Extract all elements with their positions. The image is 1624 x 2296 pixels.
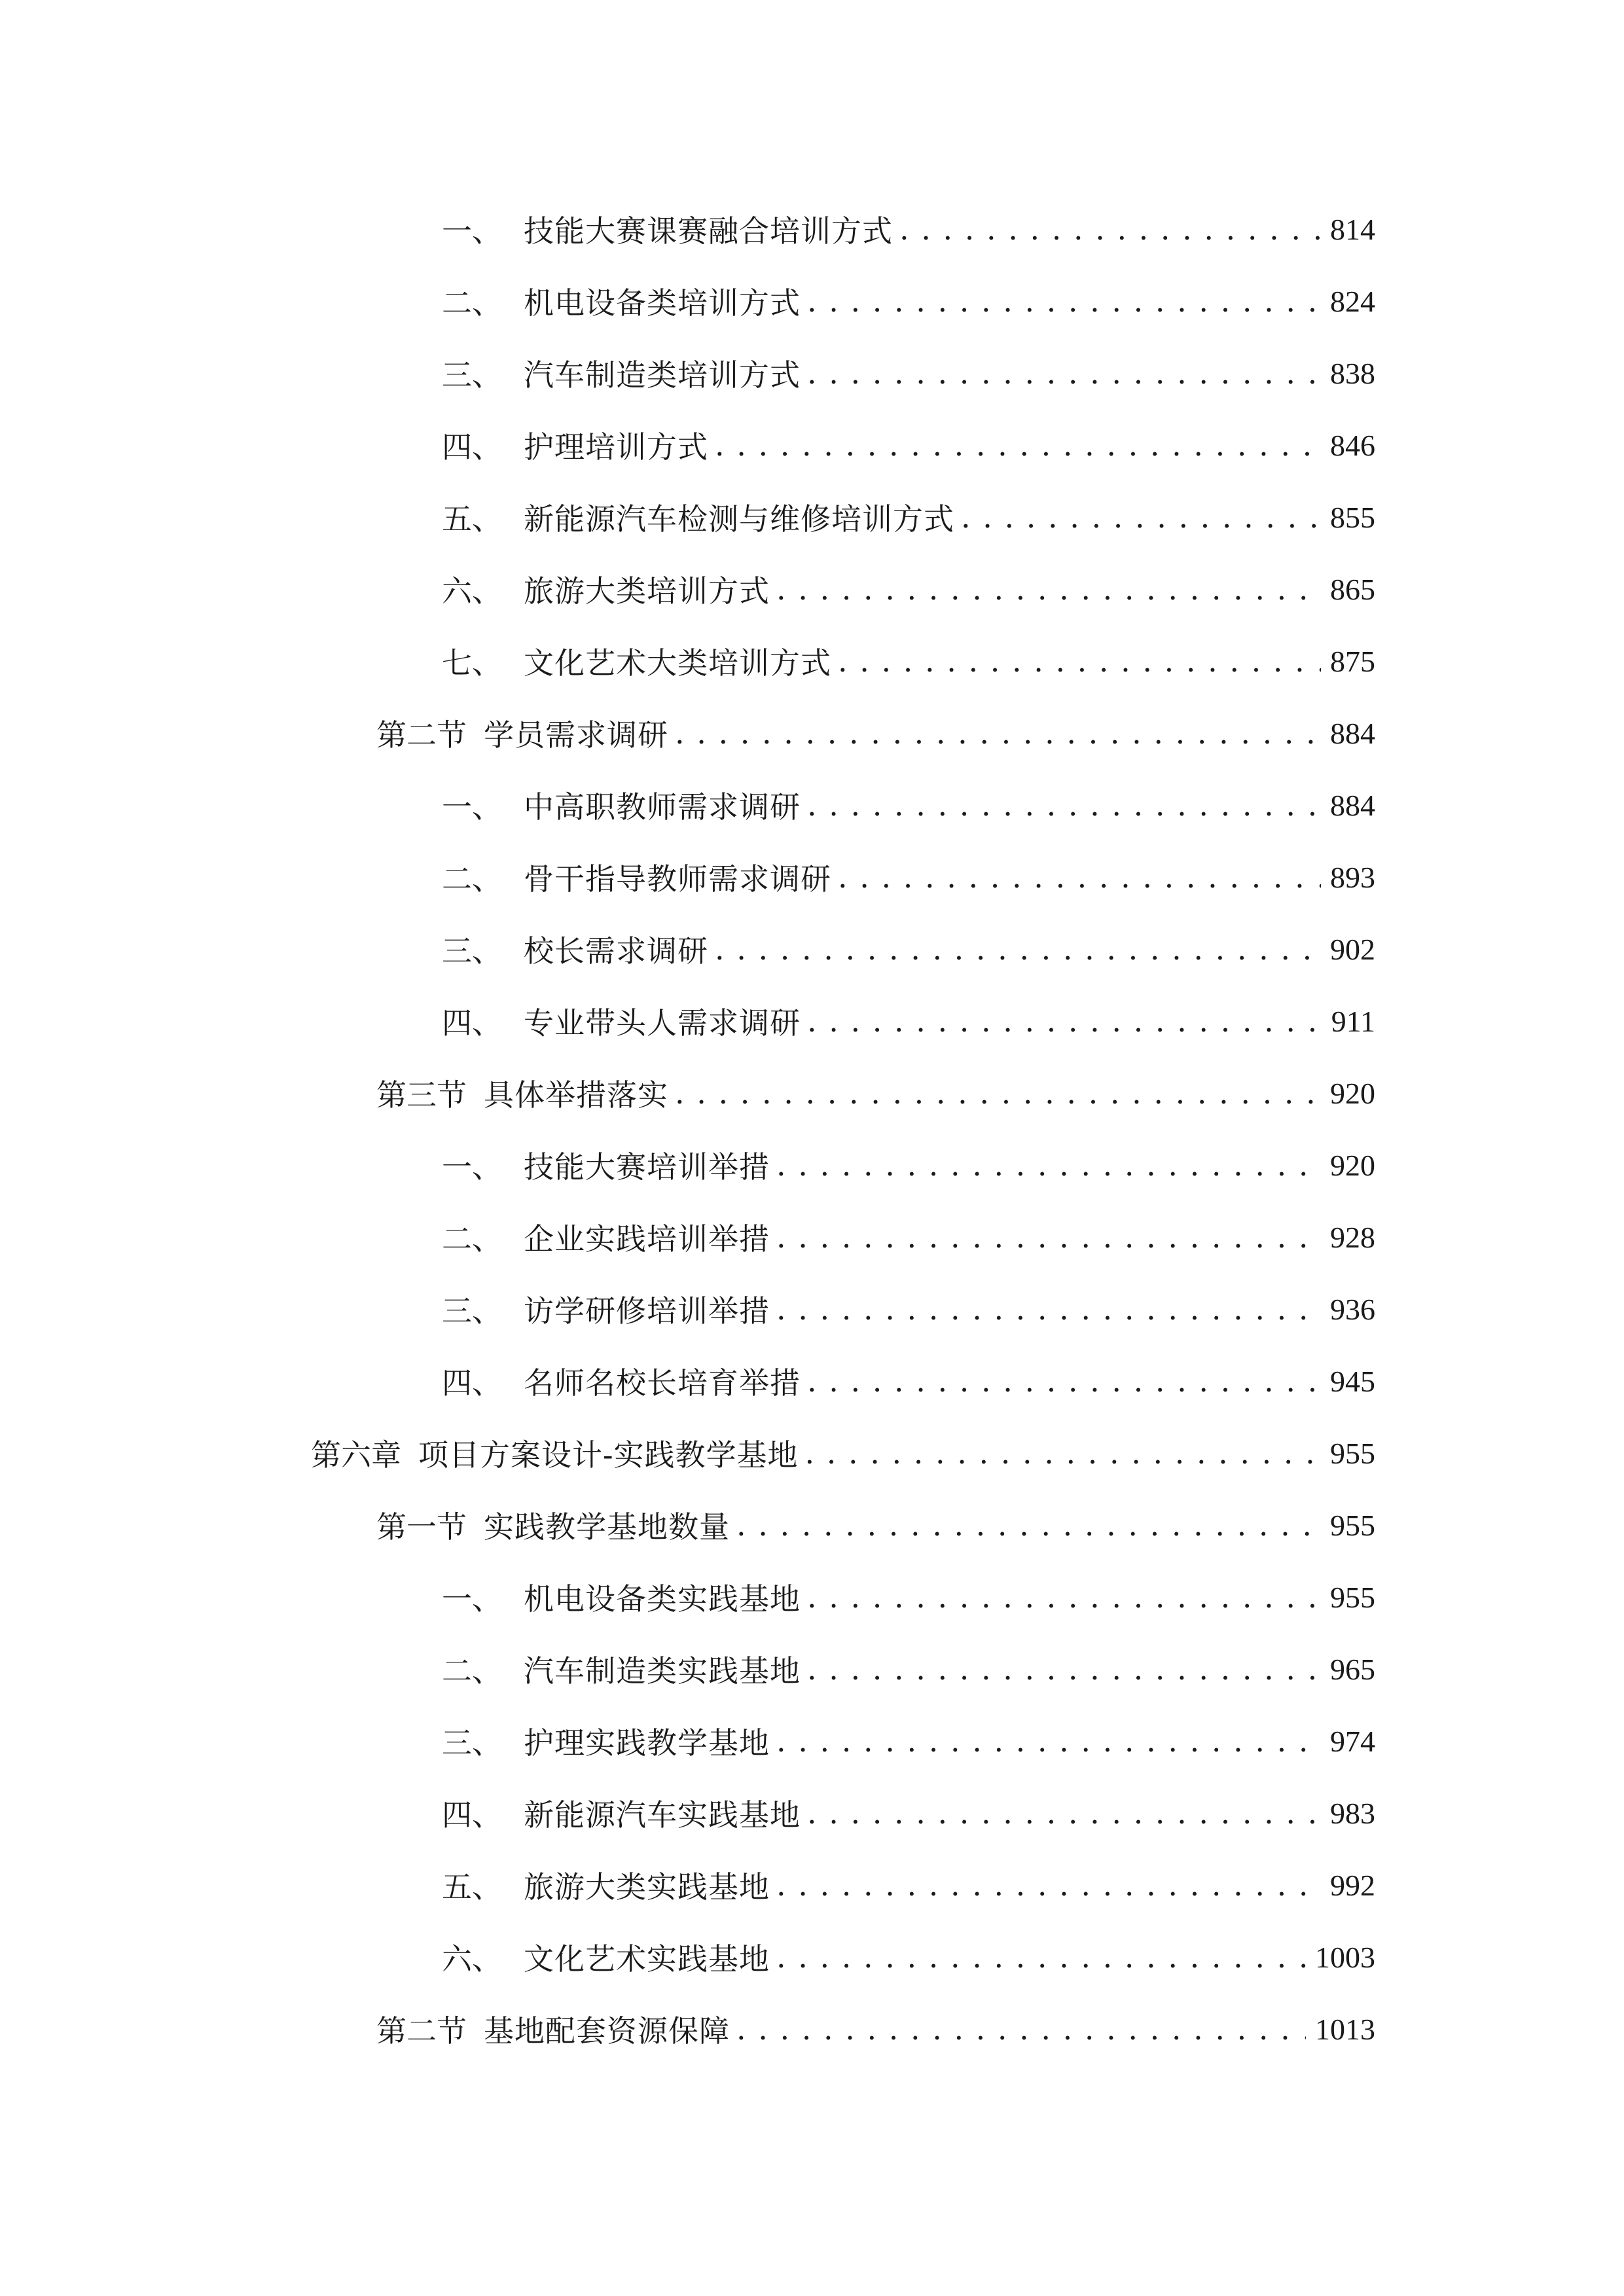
dot-leader [807, 1363, 1321, 1399]
toc-entry-item[interactable] [442, 1355, 1375, 1407]
toc-entry-page-number: 855 [1330, 500, 1375, 534]
toc-entry-title: 机电设备类培训方式 [524, 285, 801, 321]
toc-entry-number: 五、 [442, 1869, 502, 1905]
toc-entry-item[interactable] [442, 851, 1375, 903]
toc-entry-number: 三、 [442, 1293, 502, 1329]
toc-entry-section[interactable] [376, 2003, 1375, 2055]
toc-entry-number: 二、 [442, 1653, 502, 1689]
dot-leader [807, 1795, 1321, 1831]
dot-leader [736, 1507, 1321, 1543]
toc-entry-page-number: 824 [1330, 284, 1375, 318]
toc-entry-page-number: 955 [1330, 1508, 1375, 1542]
toc-entry-item[interactable] [442, 275, 1375, 327]
toc-entry-section[interactable] [376, 1499, 1375, 1551]
toc-entry-number: 六、 [442, 1941, 502, 1977]
toc-entry-item[interactable] [442, 1643, 1375, 1695]
dot-leader [776, 1291, 1321, 1327]
dot-leader [807, 1579, 1321, 1615]
toc-entry-page-number: 884 [1330, 716, 1375, 750]
dot-leader [838, 859, 1321, 895]
toc-entry-title: 校长需求调研 [524, 933, 708, 969]
dot-leader [715, 427, 1321, 463]
toc-entry-title: 技能大赛培训举措 [524, 1149, 770, 1185]
toc-entry-item[interactable] [442, 779, 1375, 831]
toc-entry-number: 六、 [442, 573, 502, 609]
toc-entry-page-number: 902 [1330, 932, 1375, 966]
toc-entry-page-number: 983 [1330, 1796, 1375, 1830]
toc-entry-item[interactable] [442, 491, 1375, 543]
toc-entry-title: 基地配套资源保障 [484, 2013, 730, 2049]
toc-entry-item[interactable] [442, 635, 1375, 687]
toc-entry-title: 新能源汽车检测与维修培训方式 [524, 501, 954, 537]
toc-entry-number: 四、 [442, 429, 502, 465]
toc-entry-page-number: 955 [1330, 1580, 1375, 1614]
toc-entry-title: 技能大赛课赛融合培训方式 [524, 213, 893, 249]
dot-leader [776, 1147, 1321, 1183]
toc-entry-page-number: 838 [1330, 356, 1375, 390]
toc-entry-page-number: 955 [1330, 1436, 1375, 1470]
toc-entry-title: 汽车制造类培训方式 [524, 357, 801, 393]
toc-entry-number: 三、 [442, 1725, 502, 1761]
dot-leader [807, 283, 1321, 319]
toc-entry-title: 实践教学基地数量 [484, 1509, 730, 1545]
toc-entry-item[interactable] [442, 419, 1375, 471]
toc-entry-title: 旅游大类培训方式 [524, 573, 770, 609]
toc-entry-title: 机电设备类实践基地 [524, 1581, 801, 1617]
toc-entry-number: 五、 [442, 501, 502, 537]
toc-entry-number: 七、 [442, 645, 502, 681]
toc-entry-page-number: 965 [1330, 1652, 1375, 1686]
toc-entry-title: 名师名校长培育举措 [524, 1365, 801, 1401]
toc-entry-number: 一、 [442, 1581, 502, 1617]
toc-entry-number: 四、 [442, 1365, 502, 1401]
toc-entry-title: 新能源汽车实践基地 [524, 1797, 801, 1833]
toc-entry-page-number: 945 [1330, 1364, 1375, 1398]
toc-entry-number: 四、 [442, 1797, 502, 1833]
toc-entry-item[interactable] [442, 1859, 1375, 1911]
toc-entry-title: 护理实践教学基地 [524, 1725, 770, 1761]
toc-entry-item[interactable] [442, 995, 1375, 1047]
toc-entry-title: 文化艺术实践基地 [524, 1941, 770, 1977]
toc-entry-number: 三、 [442, 357, 502, 393]
dot-leader [807, 787, 1321, 823]
toc-entry-number: 第三节 [376, 1077, 467, 1113]
toc-entry-page-number: 920 [1330, 1076, 1375, 1110]
toc-entry-number: 一、 [442, 213, 502, 249]
toc-entry-number: 四、 [442, 1005, 502, 1041]
toc-entry-section[interactable] [376, 707, 1375, 759]
toc-entry-section[interactable] [376, 1067, 1375, 1119]
toc-entry-page-number: 911 [1331, 1004, 1375, 1038]
toc-entry-number: 一、 [442, 1149, 502, 1185]
dot-leader [675, 1075, 1321, 1111]
dot-leader [736, 2011, 1306, 2047]
toc-entry-page-number: 893 [1330, 860, 1375, 894]
toc-entry-title: 学员需求调研 [484, 717, 668, 753]
toc-entry-title: 具体举措落实 [484, 1077, 668, 1113]
toc-entry-title: 访学研修培训举措 [524, 1293, 770, 1329]
toc-entry-title: 文化艺术大类培训方式 [524, 645, 831, 681]
dot-leader [675, 715, 1321, 751]
toc-entry-title: 旅游大类实践基地 [524, 1869, 770, 1905]
dot-leader [776, 1867, 1321, 1903]
toc-entry-item[interactable] [442, 1571, 1375, 1623]
toc-entry-page-number: 992 [1330, 1868, 1375, 1902]
toc-entry-page-number: 936 [1330, 1292, 1375, 1326]
dot-leader [776, 1939, 1306, 1975]
toc-entry-number: 一、 [442, 789, 502, 825]
toc-entry-page-number: 920 [1330, 1148, 1375, 1182]
toc-entry-number: 二、 [442, 1221, 502, 1257]
toc-entry-item[interactable] [442, 1787, 1375, 1839]
toc-entry-page-number: 1003 [1315, 1940, 1375, 1974]
dot-leader [776, 571, 1321, 607]
toc-entry-page-number: 875 [1330, 644, 1375, 678]
toc-entry-title: 专业带头人需求调研 [524, 1005, 801, 1041]
dot-leader [776, 1723, 1321, 1759]
toc-entry-title: 项目方案设计-实践教学基地 [418, 1437, 799, 1473]
toc-entry-page-number: 1013 [1315, 2012, 1375, 2046]
dot-leader [805, 1435, 1321, 1471]
toc-entry-number: 第一节 [376, 1509, 467, 1545]
dot-leader [807, 1651, 1321, 1687]
toc-entry-page-number: 884 [1330, 788, 1375, 822]
dot-leader [838, 643, 1321, 679]
dot-leader [715, 931, 1321, 967]
toc-entry-page-number: 974 [1330, 1724, 1375, 1758]
toc-entry-item[interactable] [442, 347, 1375, 399]
toc-entry-item[interactable] [442, 563, 1375, 615]
toc-entry-item[interactable] [442, 1931, 1375, 1983]
toc-entry-item[interactable] [442, 203, 1375, 255]
toc-entry-item[interactable] [442, 1283, 1375, 1335]
toc-entry-page-number: 865 [1330, 572, 1375, 606]
toc-entry-number: 第六章 [311, 1437, 401, 1473]
toc-entry-page-number: 814 [1330, 212, 1375, 246]
dot-leader [807, 355, 1321, 391]
toc-entry-title: 中高职教师需求调研 [524, 789, 801, 825]
toc-entry-number: 二、 [442, 285, 502, 321]
toc-entry-item[interactable] [442, 1139, 1375, 1191]
dot-leader [807, 1003, 1322, 1039]
toc-entry-item[interactable] [442, 923, 1375, 975]
dot-leader [776, 1219, 1321, 1255]
toc-entry-page-number: 928 [1330, 1220, 1375, 1254]
toc-entry-number: 第二节 [376, 717, 467, 753]
toc-entry-chapter[interactable] [311, 1427, 1375, 1479]
dot-leader [961, 499, 1321, 535]
toc-entry-title: 企业实践培训举措 [524, 1221, 770, 1257]
toc-entry-title: 骨干指导教师需求调研 [524, 861, 831, 897]
toc-entry-item[interactable] [442, 1715, 1375, 1767]
toc-entry-number: 三、 [442, 933, 502, 969]
dot-leader [899, 211, 1321, 247]
toc-entry-number: 第二节 [376, 2013, 467, 2049]
toc-entry-title: 护理培训方式 [524, 429, 708, 465]
toc-entry-item[interactable] [442, 1211, 1375, 1263]
toc-entry-title: 汽车制造类实践基地 [524, 1653, 801, 1689]
toc-entry-page-number: 846 [1330, 428, 1375, 462]
toc-entry-number: 二、 [442, 861, 502, 897]
